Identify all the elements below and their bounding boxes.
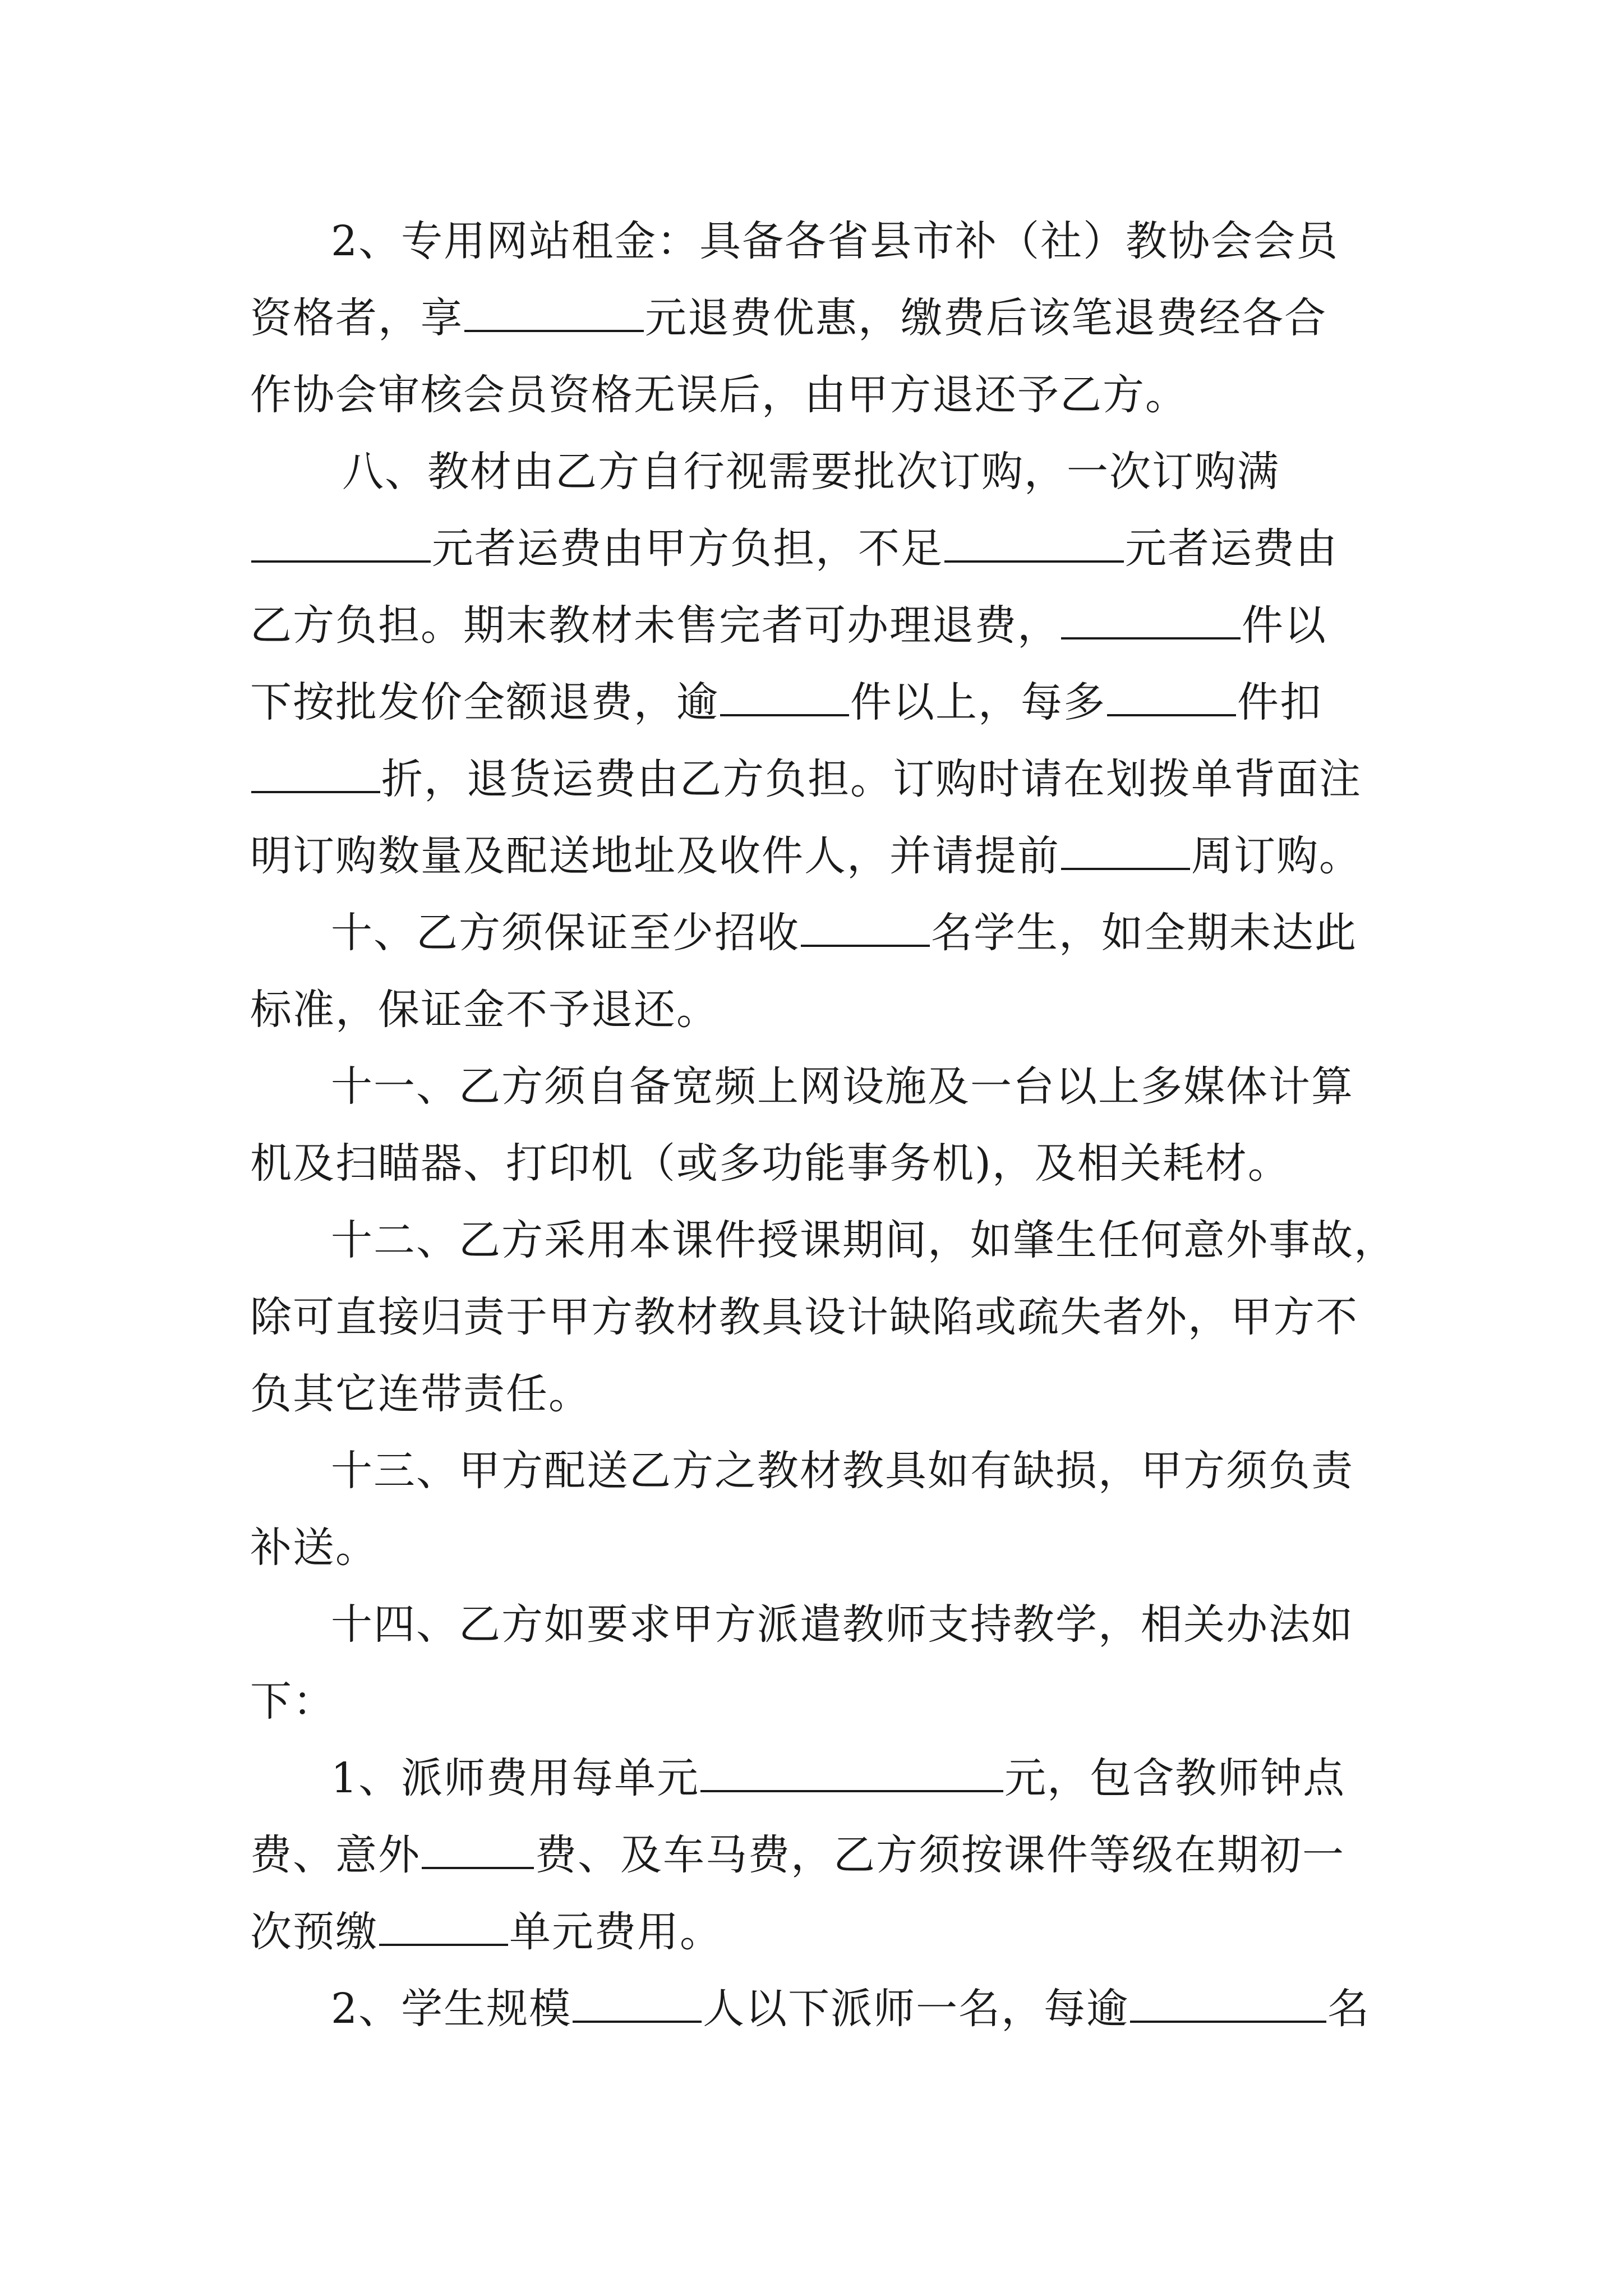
- line-text: 十一、乙方须自备宽频上网设施及一台以上多媒体计算: [331, 1062, 1354, 1111]
- line-text: 1、派师费用每单元: [331, 1754, 700, 1802]
- blank-field: [573, 1981, 702, 2023]
- paragraph-line: [342, 432, 1280, 511]
- line-text: 下按批发价全额退费，逾: [250, 678, 719, 726]
- line-text: 负其它连带责任。: [250, 1370, 591, 1418]
- line-text: 除可直接归责于甲方教材教具设计缺陷或疏失者外，甲方不: [250, 1293, 1358, 1341]
- line-text: 折，退货运费由乙方负担。订购时请在划拨单背面注: [381, 755, 1362, 803]
- line-text: 2、学生规模: [331, 1985, 572, 2033]
- blank-field: [1061, 598, 1241, 639]
- line-text: 元者运费由甲方负担，不足: [432, 524, 943, 573]
- paragraph-line: [331, 1047, 1354, 1126]
- line-text: 下：: [250, 1677, 335, 1726]
- line-text: 费、意外: [250, 1831, 421, 1879]
- line-text: 八、教材由乙方自行视需要批次订购，一次订购满: [342, 448, 1280, 496]
- blank-field: [700, 1751, 1003, 1792]
- line-text: 名学生，如全期未达此: [931, 909, 1357, 957]
- paragraph-line: [250, 1124, 1290, 1203]
- paragraph-line: [250, 356, 1188, 434]
- paragraph-line: [331, 1970, 1370, 2048]
- paragraph-line: [331, 894, 1357, 972]
- paragraph-line: [250, 1278, 1358, 1356]
- line-text: 件以: [1242, 601, 1327, 650]
- paragraph-line: [331, 1201, 1396, 1280]
- blank-field: [944, 521, 1124, 563]
- line-text: 十三、甲方配送乙方之教材教具如有缺损，甲方须负责: [331, 1447, 1354, 1495]
- line-text: 单元费用。: [509, 1908, 722, 1956]
- line-text: 费、及车马费，乙方须按课件等级在期初一: [535, 1831, 1345, 1879]
- paragraph-line: [250, 279, 1327, 357]
- blank-field: [720, 675, 849, 716]
- paragraph-line: [250, 586, 1327, 665]
- line-text: 件扣: [1237, 678, 1322, 726]
- line-text: 作协会审核会员资格无误后，由甲方退还予乙方。: [250, 371, 1188, 419]
- line-text: 2、专用网站租金：具备各省县市补（社）教协会会员: [331, 217, 1339, 265]
- paragraph-line: [250, 663, 1322, 742]
- line-text: 乙方负担。期末教材未售完者可办理退费，: [250, 601, 1060, 650]
- paragraph-line: [250, 817, 1362, 895]
- blank-field: [1107, 675, 1236, 716]
- paragraph-line: [250, 509, 1338, 588]
- paragraph-line: [331, 1432, 1354, 1510]
- line-text: 机及扫瞄器、打印机（或多功能事务机)，及相关耗材。: [250, 1139, 1290, 1188]
- paragraph-line: [250, 970, 719, 1049]
- line-text: 十四、乙方如要求甲方派遣教师支持教学，相关办法如: [331, 1600, 1354, 1649]
- line-text: 补送。: [250, 1524, 378, 1572]
- paragraph-line: [250, 1508, 378, 1587]
- blank-field: [1130, 1981, 1326, 2023]
- line-text: 十二、乙方采用本课件授课期间，如肇生任何意外事故，: [331, 1216, 1396, 1264]
- line-text: 元者运费由: [1125, 524, 1338, 573]
- line-text: 次预缴: [250, 1908, 378, 1956]
- line-text: 标准，保证金不予退还。: [250, 986, 719, 1034]
- paragraph-line: [250, 1355, 591, 1433]
- blank-field: [251, 521, 431, 563]
- blank-field: [1061, 829, 1190, 870]
- paragraph-line: [250, 1893, 722, 1971]
- blank-field: [801, 905, 930, 947]
- paragraph-line: [331, 202, 1339, 280]
- paragraph-line: [250, 1662, 335, 1741]
- paragraph-line: [331, 1585, 1354, 1664]
- line-text: 元退费优惠，缴费后该笔退费经各合: [645, 294, 1327, 342]
- line-text: 元，包含教师钟点: [1004, 1754, 1346, 1802]
- line-text: 周订购。: [1191, 832, 1362, 880]
- line-text: 件以上，每多: [850, 678, 1106, 726]
- blank-field: [379, 1904, 508, 1946]
- paragraph-line: [331, 1739, 1345, 1818]
- line-text: 名: [1327, 1985, 1371, 2033]
- paragraph-line: [250, 1816, 1345, 1894]
- blank-field: [464, 291, 644, 332]
- line-text: 资格者，享: [250, 294, 463, 342]
- line-text: 明订购数量及配送地址及收件人，并请提前: [250, 832, 1060, 880]
- line-text: 人以下派师一名，每逾: [703, 1985, 1129, 2033]
- line-text: 十、乙方须保证至少招收: [331, 909, 800, 957]
- blank-field: [251, 752, 380, 793]
- blank-field: [422, 1828, 534, 1869]
- paragraph-line: [250, 740, 1362, 818]
